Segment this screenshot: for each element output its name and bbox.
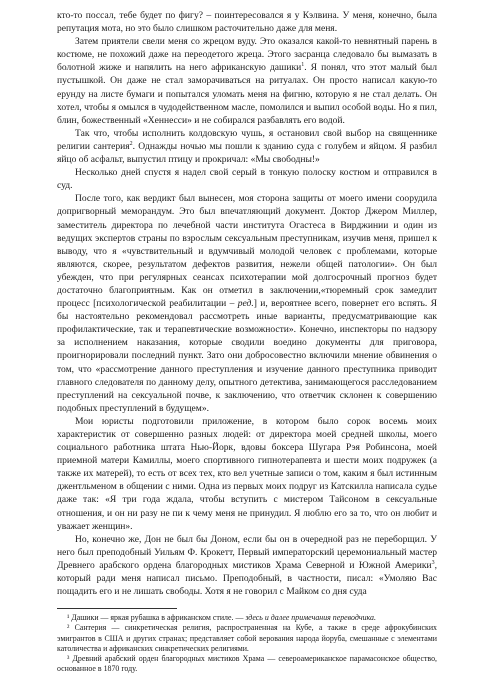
footnote-ref: 3	[431, 559, 435, 566]
paragraph-5	[57, 192, 437, 415]
paragraph-6	[57, 415, 437, 533]
paragraph-text: Так что, чтобы исполнить колдовскую чушь, я остановил свой выбор на священнике религии сантерия	[57, 127, 437, 152]
body-text	[57, 9, 437, 598]
footnote-italic-text: здесь и далее примечания переводчика.	[245, 613, 376, 623]
paragraph-text: , который ради меня написал письмо. Преподобный, в частности, писал: «Умоляю Вас пощадить его и не лишать свободы. Хотя я не говорил с Майком со дня суда	[57, 559, 437, 598]
footnote-divider	[57, 608, 177, 609]
footnote-text: ³ Древний арабский орден благородных мистиков Храма — североамериканское парамасонское общество, основанное в 1870 году.	[57, 654, 437, 674]
footnote-ref: 2	[129, 140, 133, 147]
paragraph-text: ] и, вероятнее всего, повернет его вспять. Я бы настоятельно рекомендовал рассмотреть иные варианты, предусматривающие как профилактические, так и терапевтические возможности». Конечно, инспекторы по надзору за исполнением наказания, которые сводили воедино документы для приговора, проигнорировали последний пункт. Зато они добросовестно включили мнение обвинения о том, что «рассмотрение данного преступления и изучение данного преступника приводит главного следователя по данному делу, опытного детектива, занимающегося расследованием преступлений на сексуальной почве, к заключению, что ответчик склонен к совершению подобных преступлений в будущем».	[57, 298, 437, 414]
footnotes	[57, 613, 437, 674]
paragraph-text: Затем приятели свели меня со жрецом вуду. Это оказался какой-то невнятный парень в костюме, не похожий даже на переодетого жреца. Этого засранца следовало бы вымазать в болотной жиже и напялить на него африканскую дашики	[57, 36, 437, 74]
paragraph-italic-text: ред.	[237, 298, 254, 310]
paragraph-2	[57, 35, 437, 127]
paragraph-text: Мои юристы подготовили приложение, в котором было сорок восемь моих характеристик от совершенно разных людей: от директора моей средней школы, моего социального работника штата Нью-Йорк, вдовы боксера Шугара Рэя Робинсона, моей приемной матери Камиллы, моего спортивного гипнотерапевта и шести моих подружек (а также их матерей), то есть от всех тех, кто вел учетные записи о том, каким я был истинным джентльменом в общении с ними. Одна из первых моих подруг из Катскилла написала судье даже так: «Я три года ждала, чтобы вступить с мистером Тайсоном в сексуальные отношения, и он ни разу не пи к чему меня не принудил. Я люблю его за то, что он любит и уважает женщин».	[57, 415, 437, 532]
paragraph-text: Но, конечно же, Дон не был бы Доном, если бы он в очередной раз не переборщил. У него был преподобный Уильям Ф. Крокетт, Первый императорский церемониальный мастер Древнего арабского ордена благородных мистиков Храма Северной и Южной Америки	[57, 533, 437, 571]
paragraph-text: Несколько дней спустя я надел свой серый в тонкую полоску костюм и отправился в суд.	[57, 167, 437, 192]
footnote-2	[57, 623, 437, 654]
paragraph-1	[57, 9, 437, 35]
footnote-1	[57, 613, 437, 623]
paragraph-7	[57, 533, 437, 598]
paragraph-text: . Однажды ночью мы пошли к зданию суда с голубем и яйцом. Я разбил яйцо об асфальт, выпустил птицу и прокричал: «Мы свободны!»	[57, 140, 437, 166]
footnote-3	[57, 654, 437, 674]
paragraph-text: . Я понял, что этот малый был пустышкой. Он даже не стал заморачиваться на ритуалах. Он просто написал какую-то ерунду на листе бумаги и попытался уломать меня на фигню, которую я не стал делать. Он хотел, чтобы я омылся в чудодейственном масле, помолился и выпил особой воды. Но я пил, блин, божественный «Хеннесси» и не собирался разбавлять его водой.	[57, 62, 437, 126]
paragraph-text: После того, как вердикт был вынесен, моя сторона защиты от моего имени соорудила допригворный меморандум. Это был впечатляющий документ. Доктор Джером Миллер, заместитель директора по лечебной части института Огастеса в Вирджинии и один из ведущих экспертов страны по взрослым сексуальным преступникам, изучив меня, пришел к выводу, что я «чувствительный и вдумчивый молодой человек с проблемами, которые являются, скорее, результатом дефектов развития, нежели общей патологии». Он был убежден, что при регулярных сеансах психотерапии мой долгосрочный прогноз будет достаточно благоприятным. Как он отметил в заключении,«тюремный срок замедлит процесс [психологической реабилитации –	[57, 193, 437, 310]
paragraph-3	[57, 127, 437, 166]
paragraph-4	[57, 166, 437, 192]
paragraph-text: кто-то поссал, тебе будет по фигу? – поинтересовался я у Кэлвина. У меня, конечно, была репутация мота, но это было слишком расточительно даже для меня.	[57, 10, 437, 35]
footnote-text: ² Сантерия — синкретическая религия, распространенная на Кубе, а также в среде афрокубинских эмигрантов в США и других странах; представляет собой верования народа йоруба, смешанные с элементами католичества и африканских синкретических религиями.	[57, 623, 437, 653]
footnote-text: ¹ Дашики — яркая рубашка в африканском стиле. —	[67, 613, 246, 623]
footnote-ref: 1	[301, 62, 305, 69]
